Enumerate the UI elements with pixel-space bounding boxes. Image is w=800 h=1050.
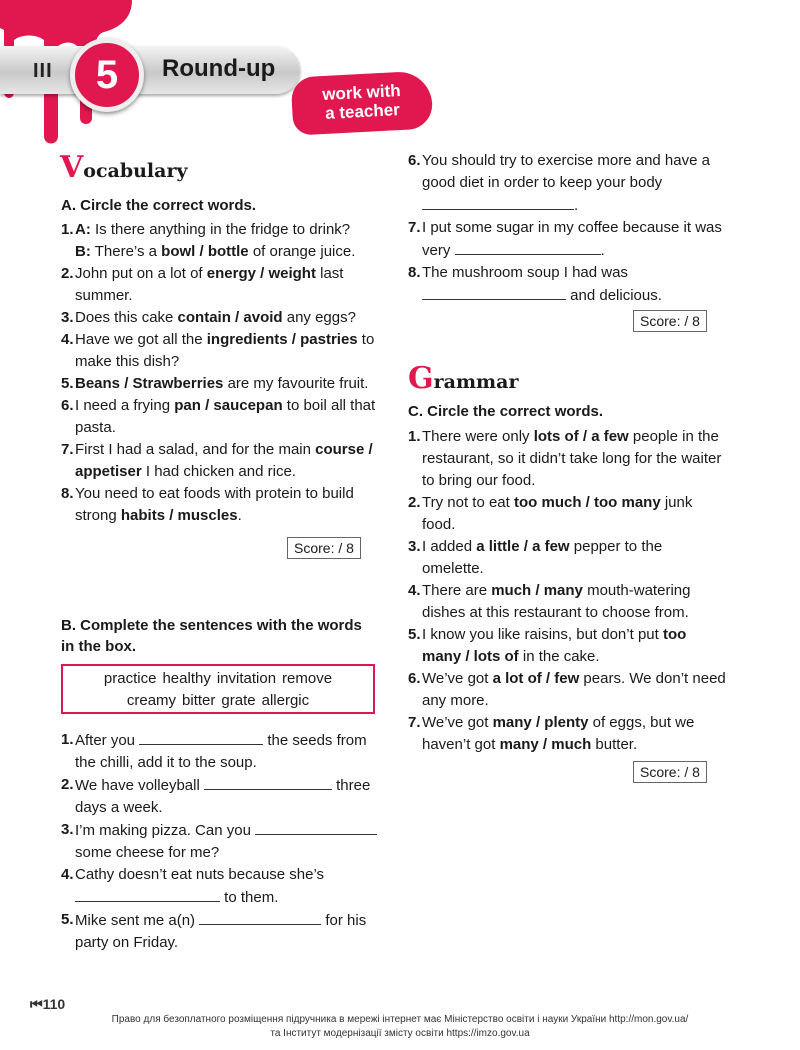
task-c-instruction: C. Circle the correct words.	[408, 403, 604, 420]
sentence-text: I had chicken and rice.	[141, 463, 296, 480]
grammar-heading-initial: G	[408, 361, 434, 396]
sentence-text: for his party on Friday.	[75, 912, 367, 951]
word-choice[interactable]: A:	[75, 221, 91, 238]
task-c-item	[408, 580, 726, 624]
answer-blank[interactable]	[255, 819, 377, 835]
box-word: creamy	[126, 692, 177, 709]
word-choice[interactable]: too many / lots of	[422, 626, 687, 665]
item-number: 3.	[61, 821, 74, 838]
word-choice[interactable]: contain / avoid	[177, 309, 283, 326]
sentence-text: .	[600, 242, 605, 259]
task-c-item	[408, 712, 726, 756]
sentence-text: We have volleyball	[75, 777, 204, 794]
task-b-item	[408, 150, 726, 217]
word-choice[interactable]: bowl / bottle	[161, 243, 249, 260]
task-a-item	[61, 483, 379, 527]
word-choice[interactable]: Beans / Strawberries	[75, 375, 224, 392]
task-b-item	[61, 774, 379, 819]
sentence-text: some cheese for me?	[75, 844, 220, 861]
item-number: 7.	[61, 441, 74, 458]
task-b-item	[408, 262, 726, 307]
page-title: Round-up	[162, 55, 276, 82]
item-number: 5.	[61, 911, 74, 928]
word-choice[interactable]: habits / muscles	[120, 507, 238, 524]
sentence-text: After you	[75, 732, 140, 749]
sentence-text: There are	[422, 582, 492, 599]
unit-number: 5	[70, 38, 144, 112]
item-number: 3.	[61, 309, 74, 326]
sentence-text: three days a week.	[75, 777, 371, 816]
box-word: practice	[103, 670, 157, 687]
item-number: 4.	[408, 582, 421, 599]
answer-blank[interactable]	[422, 284, 566, 300]
box-word: grate	[221, 692, 256, 709]
item-number: 2.	[61, 776, 74, 793]
sentence-text: I put some sugar in my coffee because it was very	[422, 219, 722, 259]
sentence-text: .	[237, 507, 242, 524]
sentence-text: Have we got all the	[75, 331, 207, 348]
sentence-text: We’ve got	[422, 670, 493, 687]
item-number: 6.	[61, 397, 74, 414]
item-number: 7.	[408, 714, 421, 731]
sentence-text: mouth-watering dishes at this restaurant to choose from.	[422, 582, 691, 621]
sentence-text: to make this dish?	[75, 331, 375, 370]
task-a-item	[61, 307, 379, 329]
sentence-text: I’m making pizza. Can you	[75, 822, 256, 839]
word-choice[interactable]: much / many	[491, 582, 583, 599]
page-number: ⏮110	[30, 996, 66, 1012]
task-a-item	[61, 263, 379, 307]
sentence-text: to boil all that pasta.	[75, 397, 376, 436]
word-choice[interactable]: too much / too many	[514, 494, 661, 511]
task-c-item	[408, 668, 726, 712]
task-a-item	[61, 241, 379, 263]
word-choice[interactable]: many / plenty	[492, 714, 589, 731]
sentence-text: pepper to the omelette.	[422, 538, 663, 577]
item-number: 7.	[408, 219, 421, 236]
sentence-text: The mushroom soup I had was	[422, 264, 628, 281]
sentence-text: There were only	[422, 428, 534, 445]
vocabulary-heading-initial: V	[60, 150, 84, 185]
sentence-text: Try not to eat	[422, 494, 514, 511]
task-c-item	[408, 536, 726, 580]
item-number: 1.	[61, 221, 74, 238]
score-box-b: Score: / 8	[633, 310, 707, 332]
word-box-line-2	[63, 690, 373, 712]
sentence-text: people in the restaurant, so it didn’t take long for the waiter to bring our food.	[422, 428, 722, 489]
task-a-item	[61, 395, 379, 439]
sentence-text: I added	[422, 538, 477, 555]
item-number: 6.	[408, 670, 421, 687]
word-choice[interactable]: a lot of / few	[492, 670, 580, 687]
item-number: 5.	[408, 626, 421, 643]
answer-blank[interactable]	[422, 194, 574, 210]
task-c-list	[408, 426, 726, 756]
word-box	[61, 664, 375, 714]
item-number: 8.	[408, 264, 421, 281]
badge-line-1: work with	[321, 80, 402, 105]
task-b-instruction: B. Complete the sentences with the words in the box.	[61, 617, 362, 655]
task-a-item	[61, 329, 379, 373]
task-b-item	[61, 729, 379, 774]
task-a-list	[61, 219, 379, 527]
task-b-item	[408, 217, 726, 262]
item-number: 4.	[61, 866, 74, 883]
score-box-c: Score: / 8	[633, 761, 707, 783]
answer-blank[interactable]	[204, 774, 332, 790]
word-choice[interactable]: B:	[75, 243, 91, 260]
answer-blank[interactable]	[455, 239, 601, 255]
sentence-text: Does this cake	[75, 309, 178, 326]
task-b-list-right	[408, 150, 726, 307]
item-number: 4.	[61, 331, 74, 348]
box-word: invitation	[216, 670, 277, 687]
footer-line-2: та Інститут модернізації змісту освіти https://imzo.gov.ua	[270, 1028, 530, 1039]
item-number: 2.	[61, 265, 74, 282]
item-number: 3.	[408, 538, 421, 555]
word-choice[interactable]: lots of / a few	[533, 428, 629, 445]
task-b-item	[61, 819, 379, 864]
footer-line-1: Право для безоплатного розміщення підручника в мережі інтернет має Міністерство освіти і науки України http://mon.gov.ua/	[111, 1014, 689, 1025]
answer-blank[interactable]	[139, 729, 263, 745]
grammar-heading-rest: rammar	[433, 371, 519, 393]
item-number: 5.	[61, 375, 74, 392]
sentence-text: There’s a	[90, 243, 162, 260]
item-number: 1.	[408, 428, 421, 445]
sentence-text: Cathy doesn’t eat nuts because she’s	[75, 866, 325, 883]
sentence-text: of orange juice.	[248, 243, 356, 260]
sentence-text: any eggs?	[282, 309, 356, 326]
task-a-item	[61, 439, 379, 483]
sentence-text: .	[574, 197, 579, 214]
word-box-line-1	[63, 668, 373, 690]
badge-line-2: a teacher	[324, 100, 401, 123]
task-a-instruction: A. Circle the correct words.	[61, 197, 257, 214]
word-choice[interactable]: energy / weight	[206, 265, 316, 282]
sentence-text: First I had a salad, and for the main	[75, 441, 316, 458]
sentence-text: of eggs, but we haven’t got	[422, 714, 695, 753]
answer-blank[interactable]	[75, 886, 220, 902]
item-number: 6.	[408, 152, 421, 169]
task-c-item	[408, 624, 726, 668]
word-choice[interactable]: a little / a few	[476, 538, 570, 555]
box-word: healthy	[162, 670, 211, 687]
score-box-a: Score: / 8	[287, 537, 361, 559]
sentence-text: Is there anything in the fridge to drink?	[90, 221, 351, 238]
vocabulary-heading-rest: ocabulary	[83, 160, 188, 182]
word-choice[interactable]: pan / saucepan	[174, 397, 283, 414]
sentence-text: You should try to exercise more and have a good diet in order to keep your body	[422, 152, 710, 191]
sentence-text: are my favourite fruit.	[223, 375, 369, 392]
level-bars: III	[33, 60, 53, 82]
sentence-text: in the cake.	[518, 648, 600, 665]
task-b-list-left	[61, 729, 379, 954]
word-choice[interactable]: course / appetiser	[75, 441, 373, 480]
sentence-text: John put on a lot of	[75, 265, 207, 282]
work-with-teacher-badge	[291, 70, 434, 135]
sentence-text: pears. We don’t need any more.	[422, 670, 726, 709]
sentence-text: last summer.	[75, 265, 344, 304]
task-b-item	[61, 909, 379, 954]
task-c-item	[408, 492, 726, 536]
word-choice[interactable]: many / much	[499, 736, 592, 753]
box-word: remove	[282, 670, 333, 687]
sentence-text: I need a frying	[75, 397, 175, 414]
footer	[0, 1013, 800, 1041]
word-choice[interactable]: ingredients / pastries	[206, 331, 358, 348]
sentence-text: You need to eat foods with protein to build strong	[75, 485, 354, 524]
task-a-item	[61, 373, 379, 395]
item-number: 2.	[408, 494, 421, 511]
task-a-item	[61, 219, 379, 241]
vocabulary-heading	[60, 150, 188, 185]
sentence-text: We’ve got	[422, 714, 493, 731]
item-number: 8.	[61, 485, 74, 502]
box-word: allergic	[261, 692, 310, 709]
sentence-text: Mike sent me a(n)	[75, 912, 200, 929]
sentence-text: junk food.	[422, 494, 693, 533]
sentence-text: and delicious.	[566, 287, 662, 304]
item-number: 1.	[61, 731, 74, 748]
sentence-text: butter.	[591, 736, 638, 753]
sentence-text: to them.	[220, 889, 279, 906]
grammar-heading	[408, 361, 518, 396]
task-b-item	[61, 864, 379, 909]
sentence-text: I know you like raisins, but don’t put	[422, 626, 663, 643]
sentence-text: the seeds from the chilli, add it to the soup.	[75, 732, 367, 771]
box-word: bitter	[182, 692, 216, 709]
task-c-item	[408, 426, 726, 492]
answer-blank[interactable]	[199, 909, 321, 925]
